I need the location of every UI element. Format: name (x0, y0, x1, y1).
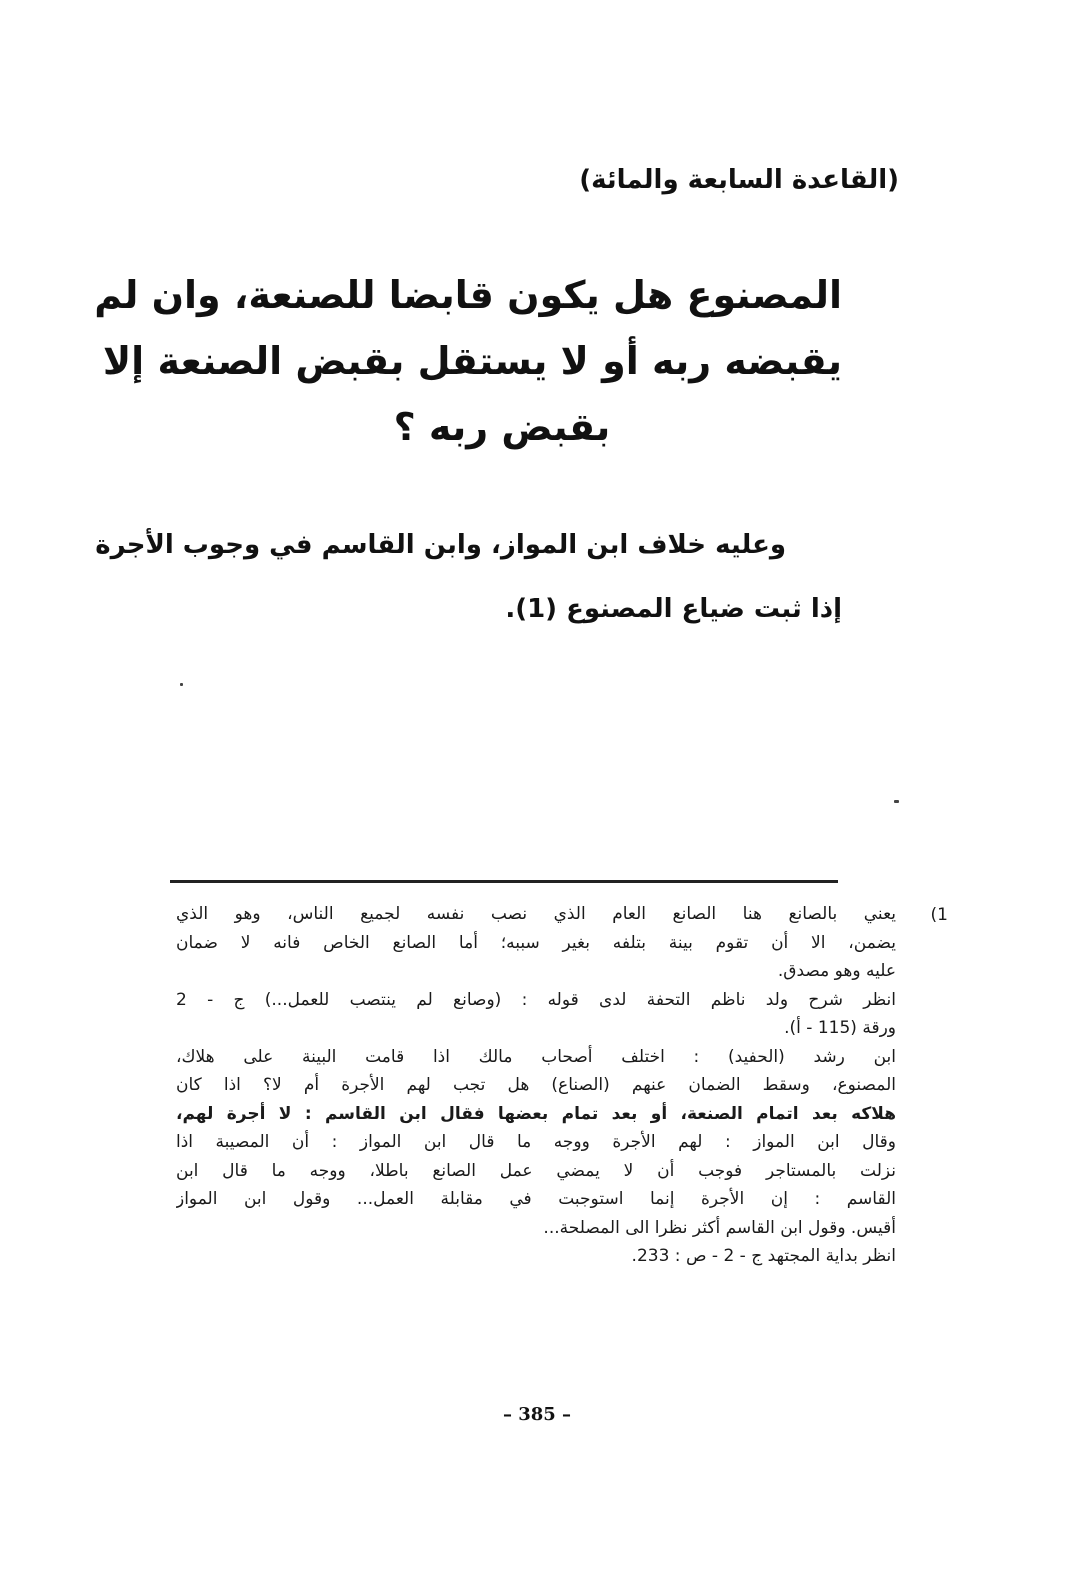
footnote-paragraph (176, 986, 896, 1043)
page-number: – 385 – (502, 1404, 572, 1425)
footnotes (176, 900, 948, 1271)
footnote-line: القاسم : إن الأجرة إنما استوجبت في مقابلة العمل... وقول ابن المواز (176, 1189, 896, 1209)
rule-title (94, 262, 842, 460)
title-line: المصنوع هل يكون قابضا للصنعة، وان لم (94, 273, 842, 317)
footnote-paragraph (176, 1242, 896, 1271)
body-paragraph (95, 520, 842, 648)
footnote-line: أقيس. وقول ابن القاسم أكثر نظرا الى المصلحة... (543, 1217, 896, 1238)
title-line: بقبض ربه ؟ (393, 405, 611, 449)
footnote-line: انظر شرح ولد ناظم التحفة لدى قوله : (وصانع لم ينتصب للعمل...) ج - 2 (176, 989, 896, 1010)
footnote-separator (170, 880, 838, 883)
footnote-line: انظر بداية المجتهد ج - 2 - ص : 233. (631, 1246, 896, 1266)
rule-heading: (القاعدة السابعة والمائة) (579, 165, 899, 195)
footnote-line: ورقة (115 - أ). (784, 1018, 896, 1038)
body-line: وعليه خلاف ابن المواز، وابن القاسم في وجوب الأجرة (95, 530, 786, 560)
body-line: إذا ثبت ضياع المصنوع (1). (505, 594, 842, 624)
footnote-line: ابن رشد (الحفيد) : اختلف أصحاب مالك اذا قامت البينة على هلاك، (176, 1046, 896, 1067)
footnote-line: يضمن، الا أن تقوم بينة بتلفه بغير سببه؛ أما الصانع الخاص فانه لا ضمان (176, 932, 896, 953)
title-line: يقبضه ربه أو لا يستقل بقبض الصنعة إلا (102, 339, 842, 383)
footnote-line: هلاكه بعد اتمام الصنعة، أو بعد تمام بعضها فقال ابن القاسم : لا أجرة لهم، (176, 1103, 896, 1124)
footnote-line: المصنوع، وسقط الضمان عنهم (الصناع) هل تجب لهم الأجرة أم لا؟ اذا كان (176, 1075, 896, 1095)
scan-speck (894, 800, 899, 803)
footnote-marker: (1 (930, 905, 948, 925)
footnote-line: يعني بالصانع هنا الصانع العام الذي نصب نفسه لجميع الناس، وهو الذي (176, 904, 896, 924)
footnote-line: نزلت بالمستاجر فوجب أن لا يمضي عمل الصانع باطلا، ووجه ما قال ابن (176, 1160, 896, 1181)
footnote-paragraph (176, 1043, 896, 1243)
footnote-paragraph (176, 900, 896, 986)
footnote-line: عليه وهو مصدق. (777, 961, 896, 981)
footnote-line: وقال ابن المواز : لهم الأجرة ووجه ما قال ابن المواز : أن المصيبة اذا (176, 1132, 896, 1152)
scan-speck (180, 683, 183, 686)
